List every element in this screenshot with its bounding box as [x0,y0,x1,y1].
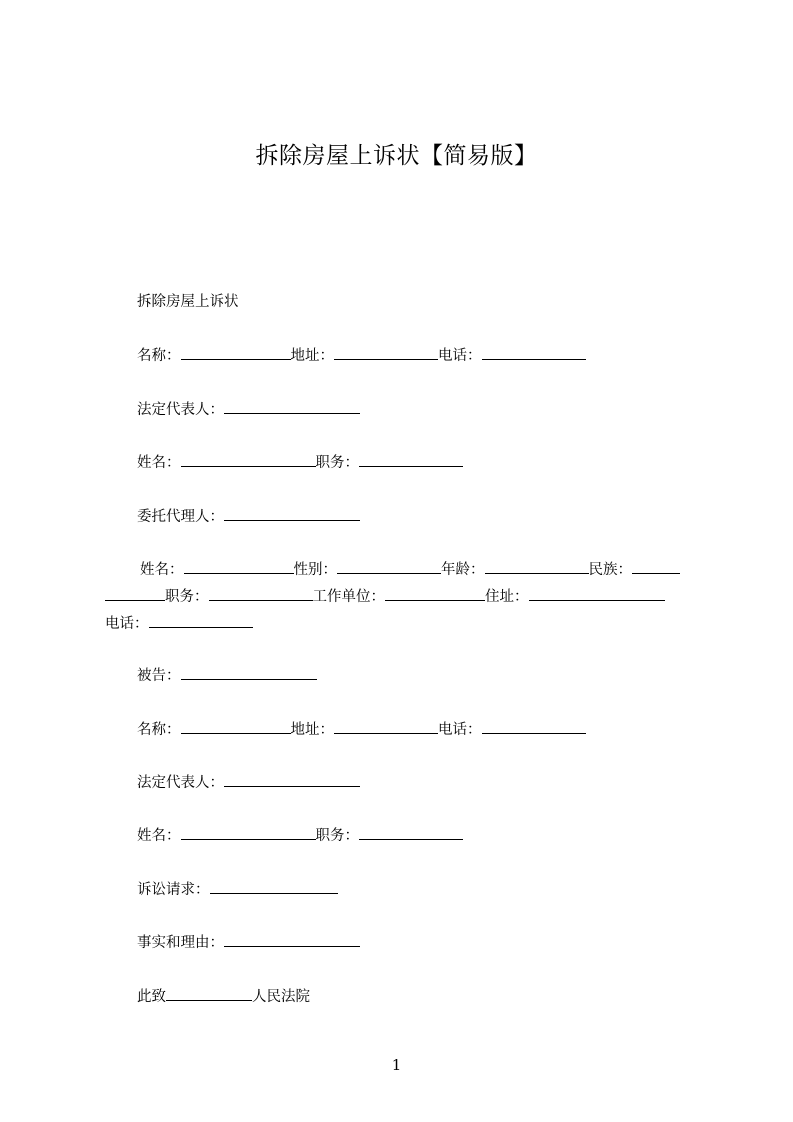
agent-phone-label: 电话： [105,616,149,632]
defendant-person-position-blank[interactable] [359,826,463,840]
name-blank[interactable] [181,346,291,360]
defendant-legal-rep-label: 法定代表人： [137,775,224,791]
defendant-legal-rep-line [137,773,360,792]
defendant-label: 被告： [137,668,181,684]
claim-blank[interactable] [210,880,338,894]
agent-ethnicity-label: 民族： [588,562,632,578]
agent-detail-line-2 [105,587,665,606]
defendant-legal-rep-blank[interactable] [224,773,360,787]
agent-age-blank[interactable] [485,560,589,574]
agent-gender-blank[interactable] [337,560,441,574]
court-blank[interactable] [166,987,252,1001]
plaintiff-contact-line [137,346,586,365]
agent-phone-blank[interactable] [149,614,253,628]
legal-rep-line [137,400,360,419]
legal-rep-label: 法定代表人： [137,402,224,418]
defendant-person-name-blank[interactable] [181,826,316,840]
agent-label: 委托代理人： [137,509,224,525]
phone-label: 电话： [438,348,482,364]
phone-blank[interactable] [482,346,586,360]
page-number: 1 [391,1056,402,1074]
agent-residence-blank[interactable] [529,587,665,601]
defendant-person-position-label: 职务： [315,828,359,844]
facts-label: 事实和理由： [137,935,224,951]
person-name-blank[interactable] [181,453,316,467]
agent-name-label: 姓名： [140,562,184,578]
closing-line [137,987,310,1006]
defendant-person-name-label: 姓名： [137,828,181,844]
person-name-label: 姓名： [137,455,181,471]
defendant-blank[interactable] [181,666,317,680]
facts-line [137,933,360,952]
address-blank[interactable] [334,346,438,360]
agent-position-label: 职务： [165,589,209,605]
person-position-blank[interactable] [359,453,463,467]
agent-age-label: 年龄： [441,562,485,578]
agent-ethnicity-blank[interactable] [632,560,680,574]
agent-blank[interactable] [224,507,360,521]
defendant-line [137,666,317,685]
person-line [137,453,463,472]
agent-line [137,507,360,526]
agent-ethnicity-blank-cont[interactable] [105,587,165,601]
name-label: 名称： [137,348,181,364]
closing-suffix: 人民法院 [252,989,310,1005]
defendant-phone-label: 电话： [438,722,482,738]
defendant-phone-blank[interactable] [482,720,586,734]
agent-gender-label: 性别： [293,562,337,578]
document-title: 拆除房屋上诉状【简易版】 [255,143,538,169]
heading: 拆除房屋上诉状 [137,294,239,310]
agent-residence-label: 住址： [485,589,529,605]
defendant-person-line [137,826,463,845]
claim-label: 诉讼请求： [137,882,210,898]
defendant-name-blank[interactable] [181,720,291,734]
closing-prefix: 此致 [137,989,166,1005]
agent-position-blank[interactable] [209,587,313,601]
agent-name-blank[interactable] [184,560,294,574]
agent-detail-line-3 [105,614,253,633]
agent-detail-line-1 [140,560,680,579]
facts-blank[interactable] [224,933,360,947]
defendant-contact-line [137,720,586,739]
defendant-address-label: 地址： [290,722,334,738]
legal-rep-blank[interactable] [224,400,360,414]
address-label: 地址： [290,348,334,364]
defendant-address-blank[interactable] [334,720,438,734]
defendant-name-label: 名称： [137,722,181,738]
person-position-label: 职务： [315,455,359,471]
agent-workplace-blank[interactable] [385,587,485,601]
agent-workplace-label: 工作单位： [312,589,385,605]
claim-line [137,880,338,899]
